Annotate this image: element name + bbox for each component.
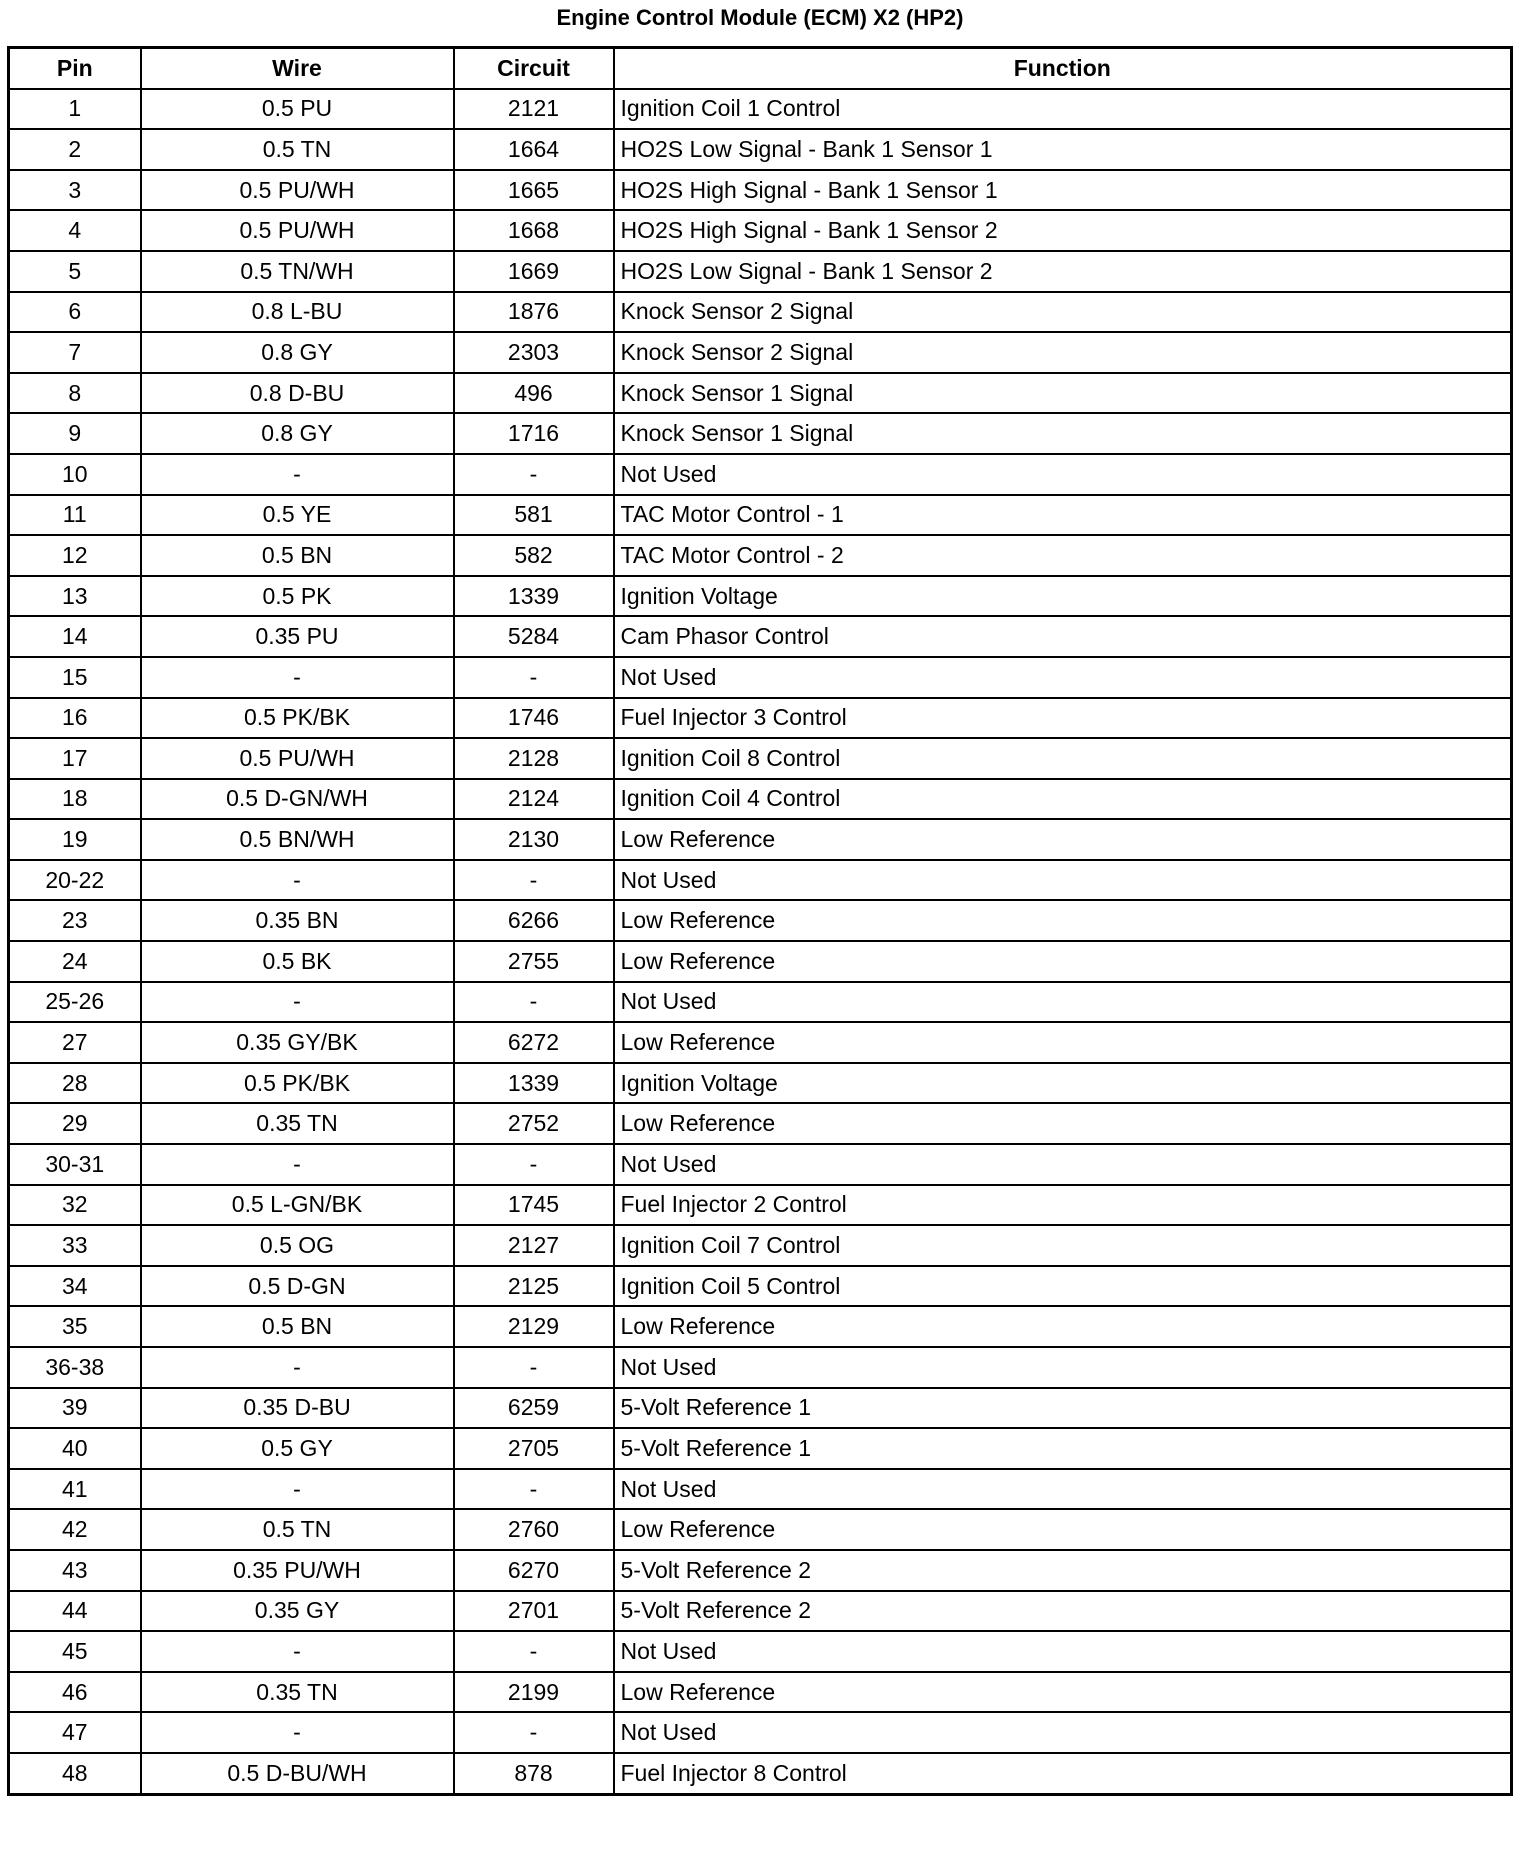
circuit-cell: 2755 xyxy=(454,941,614,982)
function-cell: Not Used xyxy=(614,454,1512,495)
wire-cell: 0.5 PU/WH xyxy=(141,738,454,779)
function-cell: 5-Volt Reference 2 xyxy=(614,1591,1512,1632)
function-cell: Knock Sensor 2 Signal xyxy=(614,292,1512,333)
wire-cell: 0.35 GY/BK xyxy=(141,1022,454,1063)
function-cell: Ignition Coil 1 Control xyxy=(614,89,1512,130)
page-title: Engine Control Module (ECM) X2 (HP2) xyxy=(556,5,964,30)
table-row xyxy=(9,860,1512,901)
wire-cell: 0.5 BN xyxy=(141,1306,454,1347)
wire-cell: 0.8 GY xyxy=(141,413,454,454)
wire-cell: 0.35 PU/WH xyxy=(141,1550,454,1591)
pin-cell: 40 xyxy=(9,1428,141,1469)
function-cell: Low Reference xyxy=(614,1103,1512,1144)
pin-cell: 46 xyxy=(9,1672,141,1713)
function-cell: HO2S Low Signal - Bank 1 Sensor 2 xyxy=(614,251,1512,292)
table-row xyxy=(9,738,1512,779)
table-row xyxy=(9,1022,1512,1063)
wire-cell: - xyxy=(141,1347,454,1388)
circuit-cell: 2124 xyxy=(454,779,614,820)
pin-cell: 44 xyxy=(9,1591,141,1632)
function-cell: Ignition Voltage xyxy=(614,576,1512,617)
pin-cell: 32 xyxy=(9,1185,141,1226)
wire-cell: 0.8 D-BU xyxy=(141,373,454,414)
function-cell: 5-Volt Reference 1 xyxy=(614,1428,1512,1469)
function-cell: Knock Sensor 2 Signal xyxy=(614,332,1512,373)
wire-cell: - xyxy=(141,1712,454,1753)
table-row xyxy=(9,454,1512,495)
table-row xyxy=(9,1225,1512,1266)
pin-cell: 9 xyxy=(9,413,141,454)
table-body xyxy=(9,89,1512,1794)
pin-cell: 19 xyxy=(9,819,141,860)
wire-cell: 0.5 PU/WH xyxy=(141,170,454,211)
wire-cell: 0.5 OG xyxy=(141,1225,454,1266)
table-row xyxy=(9,1266,1512,1307)
table-row xyxy=(9,413,1512,454)
pin-cell: 14 xyxy=(9,616,141,657)
circuit-cell: 2125 xyxy=(454,1266,614,1307)
circuit-cell: 6259 xyxy=(454,1388,614,1429)
table-row xyxy=(9,1550,1512,1591)
pin-cell: 23 xyxy=(9,900,141,941)
pin-cell: 33 xyxy=(9,1225,141,1266)
table-row xyxy=(9,1428,1512,1469)
circuit-cell: - xyxy=(454,454,614,495)
wire-cell: 0.5 YE xyxy=(141,495,454,536)
wire-cell: 0.5 TN/WH xyxy=(141,251,454,292)
function-cell: HO2S High Signal - Bank 1 Sensor 2 xyxy=(614,210,1512,251)
table-row xyxy=(9,1306,1512,1347)
table-row xyxy=(9,495,1512,536)
table-row xyxy=(9,1103,1512,1144)
table-row xyxy=(9,210,1512,251)
circuit-cell: 1669 xyxy=(454,251,614,292)
pin-cell: 47 xyxy=(9,1712,141,1753)
function-cell: TAC Motor Control - 1 xyxy=(614,495,1512,536)
function-cell: Not Used xyxy=(614,1469,1512,1510)
circuit-cell: 1339 xyxy=(454,576,614,617)
circuit-cell: 1339 xyxy=(454,1063,614,1104)
function-cell: Ignition Voltage xyxy=(614,1063,1512,1104)
circuit-cell: 1668 xyxy=(454,210,614,251)
wire-cell: - xyxy=(141,1144,454,1185)
table-row xyxy=(9,170,1512,211)
function-cell: Fuel Injector 8 Control xyxy=(614,1753,1512,1794)
function-cell: Ignition Coil 7 Control xyxy=(614,1225,1512,1266)
table-row xyxy=(9,1712,1512,1753)
function-cell: Fuel Injector 2 Control xyxy=(614,1185,1512,1226)
wire-cell: 0.5 D-BU/WH xyxy=(141,1753,454,1794)
circuit-cell: 2701 xyxy=(454,1591,614,1632)
circuit-cell: 6266 xyxy=(454,900,614,941)
table-row xyxy=(9,535,1512,576)
table-row xyxy=(9,576,1512,617)
function-cell: Low Reference xyxy=(614,941,1512,982)
pin-cell: 39 xyxy=(9,1388,141,1429)
circuit-cell: - xyxy=(454,860,614,901)
circuit-cell: 2760 xyxy=(454,1509,614,1550)
table-row xyxy=(9,779,1512,820)
table-row xyxy=(9,129,1512,170)
circuit-cell: - xyxy=(454,1712,614,1753)
connector-pinout-table xyxy=(7,46,1513,1796)
circuit-cell: 2752 xyxy=(454,1103,614,1144)
function-cell: Low Reference xyxy=(614,819,1512,860)
wire-cell: - xyxy=(141,1469,454,1510)
table-row xyxy=(9,89,1512,130)
circuit-cell: 2129 xyxy=(454,1306,614,1347)
function-cell: Fuel Injector 3 Control xyxy=(614,698,1512,739)
header-wire: Wire xyxy=(141,48,454,89)
table-row xyxy=(9,251,1512,292)
function-cell: Not Used xyxy=(614,1712,1512,1753)
pin-cell: 2 xyxy=(9,129,141,170)
pin-cell: 11 xyxy=(9,495,141,536)
wire-cell: - xyxy=(141,1631,454,1672)
function-cell: Knock Sensor 1 Signal xyxy=(614,373,1512,414)
circuit-cell: - xyxy=(454,982,614,1023)
circuit-cell: 6272 xyxy=(454,1022,614,1063)
pin-cell: 29 xyxy=(9,1103,141,1144)
pin-cell: 17 xyxy=(9,738,141,779)
pin-cell: 3 xyxy=(9,170,141,211)
table-row xyxy=(9,1672,1512,1713)
pin-cell: 34 xyxy=(9,1266,141,1307)
table-row xyxy=(9,1144,1512,1185)
function-cell: Knock Sensor 1 Signal xyxy=(614,413,1512,454)
circuit-cell: 2199 xyxy=(454,1672,614,1713)
pin-cell: 13 xyxy=(9,576,141,617)
circuit-cell: 2128 xyxy=(454,738,614,779)
wire-cell: 0.35 GY xyxy=(141,1591,454,1632)
wire-cell: 0.5 PU xyxy=(141,89,454,130)
wire-cell: 0.5 GY xyxy=(141,1428,454,1469)
table-row xyxy=(9,1753,1512,1794)
wire-cell: - xyxy=(141,454,454,495)
table-row xyxy=(9,332,1512,373)
table-row xyxy=(9,1185,1512,1226)
table-row xyxy=(9,941,1512,982)
wire-cell: 0.35 TN xyxy=(141,1103,454,1144)
wire-cell: - xyxy=(141,982,454,1023)
function-cell: Not Used xyxy=(614,1347,1512,1388)
table-row xyxy=(9,616,1512,657)
function-cell: Not Used xyxy=(614,860,1512,901)
wire-cell: 0.5 BK xyxy=(141,941,454,982)
pin-cell: 30-31 xyxy=(9,1144,141,1185)
circuit-cell: - xyxy=(454,657,614,698)
pin-cell: 28 xyxy=(9,1063,141,1104)
wire-cell: 0.5 BN/WH xyxy=(141,819,454,860)
wire-cell: 0.8 GY xyxy=(141,332,454,373)
wire-cell: 0.5 L-GN/BK xyxy=(141,1185,454,1226)
pin-cell: 16 xyxy=(9,698,141,739)
circuit-cell: 1664 xyxy=(454,129,614,170)
circuit-cell: 2121 xyxy=(454,89,614,130)
function-cell: Not Used xyxy=(614,982,1512,1023)
pin-cell: 8 xyxy=(9,373,141,414)
wire-cell: - xyxy=(141,657,454,698)
circuit-cell: 6270 xyxy=(454,1550,614,1591)
circuit-cell: 878 xyxy=(454,1753,614,1794)
function-cell: TAC Motor Control - 2 xyxy=(614,535,1512,576)
pin-cell: 45 xyxy=(9,1631,141,1672)
header-pin: Pin xyxy=(9,48,141,89)
function-cell: 5-Volt Reference 2 xyxy=(614,1550,1512,1591)
circuit-cell: 1745 xyxy=(454,1185,614,1226)
function-cell: HO2S High Signal - Bank 1 Sensor 1 xyxy=(614,170,1512,211)
pin-cell: 24 xyxy=(9,941,141,982)
circuit-cell: - xyxy=(454,1144,614,1185)
wire-cell: 0.5 PK/BK xyxy=(141,1063,454,1104)
header-circuit: Circuit xyxy=(454,48,614,89)
function-cell: Low Reference xyxy=(614,1672,1512,1713)
function-cell: Low Reference xyxy=(614,1022,1512,1063)
table-row xyxy=(9,292,1512,333)
table-row xyxy=(9,373,1512,414)
circuit-cell: 1876 xyxy=(454,292,614,333)
pin-cell: 43 xyxy=(9,1550,141,1591)
circuit-cell: - xyxy=(454,1347,614,1388)
wire-cell: 0.35 BN xyxy=(141,900,454,941)
pin-cell: 36-38 xyxy=(9,1347,141,1388)
pin-cell: 41 xyxy=(9,1469,141,1510)
circuit-cell: - xyxy=(454,1631,614,1672)
function-cell: Not Used xyxy=(614,657,1512,698)
table-row xyxy=(9,982,1512,1023)
function-cell: Low Reference xyxy=(614,1509,1512,1550)
table-row xyxy=(9,1469,1512,1510)
table-row xyxy=(9,1509,1512,1550)
table-row xyxy=(9,1388,1512,1429)
pin-cell: 6 xyxy=(9,292,141,333)
function-cell: Ignition Coil 5 Control xyxy=(614,1266,1512,1307)
pin-cell: 5 xyxy=(9,251,141,292)
pin-cell: 18 xyxy=(9,779,141,820)
table-row xyxy=(9,1591,1512,1632)
table-row xyxy=(9,1347,1512,1388)
wire-cell: - xyxy=(141,860,454,901)
circuit-cell: - xyxy=(454,1469,614,1510)
wire-cell: 0.5 PK xyxy=(141,576,454,617)
wire-cell: 0.5 BN xyxy=(141,535,454,576)
pin-cell: 27 xyxy=(9,1022,141,1063)
wire-cell: 0.5 PU/WH xyxy=(141,210,454,251)
table-row xyxy=(9,1631,1512,1672)
table-header-row xyxy=(9,48,1512,89)
pin-cell: 15 xyxy=(9,657,141,698)
circuit-cell: 1665 xyxy=(454,170,614,211)
wire-cell: 0.5 D-GN/WH xyxy=(141,779,454,820)
function-cell: Not Used xyxy=(614,1144,1512,1185)
pin-cell: 7 xyxy=(9,332,141,373)
wire-cell: 0.35 TN xyxy=(141,1672,454,1713)
circuit-cell: 2127 xyxy=(454,1225,614,1266)
circuit-cell: 1716 xyxy=(454,413,614,454)
pin-cell: 20-22 xyxy=(9,860,141,901)
function-cell: 5-Volt Reference 1 xyxy=(614,1388,1512,1429)
function-cell: HO2S Low Signal - Bank 1 Sensor 1 xyxy=(614,129,1512,170)
circuit-cell: 1746 xyxy=(454,698,614,739)
circuit-cell: 2303 xyxy=(454,332,614,373)
pin-cell: 48 xyxy=(9,1753,141,1794)
wire-cell: 0.5 TN xyxy=(141,1509,454,1550)
table-row xyxy=(9,1063,1512,1104)
circuit-cell: 582 xyxy=(454,535,614,576)
table-row xyxy=(9,657,1512,698)
function-cell: Ignition Coil 8 Control xyxy=(614,738,1512,779)
function-cell: Ignition Coil 4 Control xyxy=(614,779,1512,820)
function-cell: Low Reference xyxy=(614,900,1512,941)
pin-cell: 1 xyxy=(9,89,141,130)
circuit-cell: 5284 xyxy=(454,616,614,657)
circuit-cell: 496 xyxy=(454,373,614,414)
table-row xyxy=(9,900,1512,941)
table-row xyxy=(9,698,1512,739)
wire-cell: 0.35 PU xyxy=(141,616,454,657)
pin-cell: 4 xyxy=(9,210,141,251)
circuit-cell: 581 xyxy=(454,495,614,536)
wire-cell: 0.5 TN xyxy=(141,129,454,170)
pin-cell: 35 xyxy=(9,1306,141,1347)
function-cell: Cam Phasor Control xyxy=(614,616,1512,657)
pin-cell: 25-26 xyxy=(9,982,141,1023)
function-cell: Not Used xyxy=(614,1631,1512,1672)
header-function: Function xyxy=(614,48,1512,89)
wire-cell: 0.35 D-BU xyxy=(141,1388,454,1429)
wire-cell: 0.5 D-GN xyxy=(141,1266,454,1307)
circuit-cell: 2705 xyxy=(454,1428,614,1469)
wire-cell: 0.8 L-BU xyxy=(141,292,454,333)
pin-cell: 12 xyxy=(9,535,141,576)
function-cell: Low Reference xyxy=(614,1306,1512,1347)
table-row xyxy=(9,819,1512,860)
wire-cell: 0.5 PK/BK xyxy=(141,698,454,739)
circuit-cell: 2130 xyxy=(454,819,614,860)
pin-cell: 42 xyxy=(9,1509,141,1550)
pin-cell: 10 xyxy=(9,454,141,495)
